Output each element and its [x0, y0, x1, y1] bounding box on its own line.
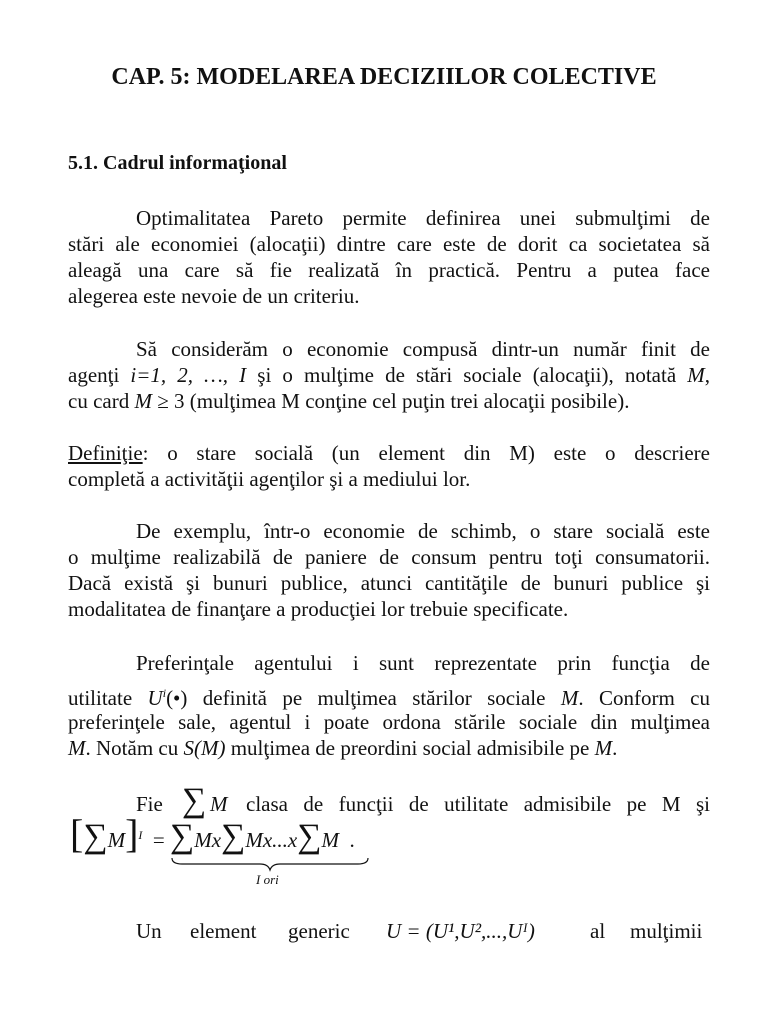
p5-line-2: utilitate $U^i(•)$ definită pe mulţimea stărilor sociale M. Conform cu	[68, 686, 710, 710]
chapter-title: CAP. 5: MODELAREA DECIZIILOR COLECTIVE	[111, 64, 657, 90]
p1-line-1: Optimalitatea Pareto permite definirea unei submulţimi de	[136, 206, 710, 230]
p6-line-1-rest: clasa de funcţii de utilitate admisibile pe M şi	[246, 792, 710, 816]
sum-sign-1: ∑	[182, 782, 207, 819]
p1-line-3: aleagă una care să fie realizată în practică. Pentru a putea face	[68, 258, 710, 282]
equation: $[\sum M]^I = \sum Mx\sum Mx...x\sum M$ .	[70, 811, 355, 856]
p2-line-3: cu card M ≥ 3 (mulţimea M conţine cel puţin trei alocaţii posibile).	[68, 389, 630, 413]
p7-word-al: al	[590, 919, 606, 943]
p2-line-2: agenţi i=1, 2, …, I şi o mulţime de stări sociale (alocaţii), notată M,	[68, 363, 711, 387]
p5-line-4: M. Notăm cu S(M) mulţimea de preordini social admisibile pe M.	[68, 736, 618, 760]
p4-line-2: o mulţime realizabilă de paniere de consum pentru toţi consumatorii.	[68, 545, 710, 569]
section-heading: 5.1. Cadrul informaţional	[68, 152, 287, 174]
p6-fie: Fie	[136, 792, 163, 816]
p7-word-multimii: mulţimii	[630, 919, 703, 943]
p1-line-2: stări ale economiei (alocaţii) dintre care este de dorit ca societatea să	[68, 232, 710, 256]
p4-line-3: Dacă există şi bunuri publice, atunci cantităţile de bunuri publice şi	[68, 571, 710, 595]
p7-word-un: Un	[136, 919, 162, 943]
p3-line-2: completă a activităţii agenţilor şi a mediului lor.	[68, 467, 471, 491]
p7-word-element: element	[190, 919, 257, 943]
p5-line-3: preferinţele sale, agentul i poate ordona stările sociale din mulţimea	[68, 710, 710, 734]
p4-line-1: De exemplu, într-o economie de schimb, o stare socială este	[136, 519, 710, 543]
p4-line-4: modalitatea de finanţare a producţiei lor trebuie specificate.	[68, 597, 569, 621]
sum-m-1: M	[210, 792, 228, 816]
underbrace	[170, 856, 370, 872]
definition-term: Definiţie	[68, 441, 143, 465]
p3-line-1: Definiţie: o stare socială (un element din M) este o descriere	[68, 441, 710, 465]
p2-line-1: Să considerăm o economie compusă dintr-un număr finit de	[136, 337, 710, 361]
p5-line-1: Preferinţale agentului i sunt reprezentate prin funcţia de	[136, 651, 710, 675]
p1-line-4: alegerea este nevoie de un criteriu.	[68, 284, 360, 308]
p7-word-generic: generic	[288, 919, 350, 943]
underbrace-label: I ori	[256, 872, 279, 887]
p7-formula: U = (U¹,U²,...,Uᴵ)	[386, 919, 535, 943]
